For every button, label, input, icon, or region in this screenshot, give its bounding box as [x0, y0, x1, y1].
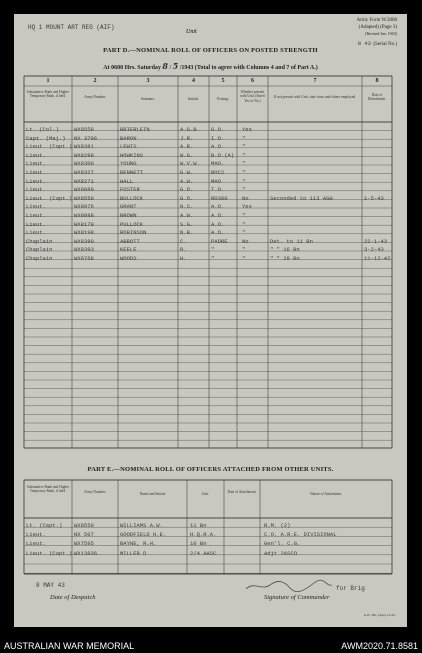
cell-present: "	[242, 160, 246, 168]
cell-number: WX8198	[74, 229, 94, 237]
column-header: Whether present with Unit. (Insert Yes or No.)	[240, 90, 265, 103]
cell-posting: G.O.	[211, 126, 225, 133]
part-d-subtitle: At 0600 Hrs. Saturday 8 / 5 /1943 (Total to agree with Columns 4 and 7 of Part A.)	[103, 61, 318, 71]
form-id-line: (Adapted) (Page 3)	[358, 24, 397, 30]
cell-number: WX8559	[74, 194, 94, 202]
cell-posting: A.O.	[211, 220, 225, 228]
cell-rank: Capt. (Maj.)	[26, 134, 66, 142]
cell-surname: BROWN	[120, 212, 137, 219]
despatch-date-label: Date of Despatch	[50, 594, 96, 601]
column-number: 2	[93, 78, 97, 84]
column-number: 6	[251, 78, 254, 84]
despatch-date-value: 8 MAY 43	[36, 582, 65, 589]
archive-footer-bar	[0, 640, 422, 653]
column-header: If not present with Unit, state from unit/where employed.	[273, 95, 357, 99]
print-reference: A.W. Dir. (Aust.) 3-43	[363, 613, 395, 617]
document-page	[14, 14, 407, 627]
cell-number: WX8327	[74, 169, 94, 176]
cell-rank: Lieut.	[26, 212, 46, 219]
cell-where: " " 16 Bn	[270, 246, 300, 254]
cell-surname: BENNETT	[120, 169, 144, 176]
cell-number: WX8558	[74, 126, 94, 133]
cell-surname: LEWIS	[120, 143, 137, 151]
cell-date: 1-5-43	[364, 194, 384, 202]
cell-rank: Lieut.	[26, 160, 46, 168]
cell-posting: A.O.	[211, 143, 225, 151]
cell-date: 11-12-42	[364, 255, 391, 262]
cell-where: Seconded to 113 AGH	[270, 194, 333, 202]
cell-initials: G.D.	[180, 186, 194, 194]
column-header: Surname.	[141, 97, 155, 101]
cell-rank: Chaplain	[26, 246, 53, 254]
cell-rank: Lieut.	[26, 151, 46, 159]
cell-present: "	[242, 134, 246, 142]
cell-initials: J.R.	[180, 134, 194, 142]
cell-name: BAYNE, R.H.	[120, 540, 157, 548]
part-e-title: PART E.—NOMINAL ROLL OF OFFICERS ATTACHED FROM OTHER UNITS.	[87, 466, 334, 473]
cell-initials: G.O.	[180, 194, 194, 202]
cell-initials: S.G.	[180, 220, 194, 228]
signature-value: for Brig	[336, 585, 365, 592]
cell-rank: Chaplain	[26, 237, 53, 245]
cell-surname: HALL	[120, 177, 134, 185]
cell-present: No	[242, 237, 249, 245]
column-header: Posting.	[217, 97, 229, 101]
cell-rank: Lieut.	[26, 220, 46, 228]
cell-number: NX 507	[74, 531, 94, 539]
cell-posting: I.O.	[211, 134, 225, 142]
cell-present: No	[242, 194, 249, 202]
cell-initials: A.R.	[180, 143, 194, 151]
column-number: 7	[313, 78, 317, 84]
cell-surname: HOWKINS	[120, 151, 144, 159]
cell-initials: N.B.	[180, 229, 194, 237]
cell-rank: Lieut.	[26, 169, 46, 176]
cell-surname: YOUNG	[120, 160, 137, 168]
cell-surname: ABBOTT	[120, 237, 140, 245]
column-header: Substantive Rank and Higher Temporary Rank, if held.	[26, 90, 70, 99]
cell-posting: PADRE	[211, 237, 228, 245]
cell-surname: GRANT	[120, 203, 137, 211]
cell-rank: Chaplain	[26, 255, 53, 262]
subtitle-suffix: (Total to agree with Columns 4 and 7 of Part A.)	[194, 65, 318, 71]
cell-rank: Lieut.	[26, 229, 46, 237]
cell-surname: BARON	[120, 134, 137, 142]
cell-rank: Lieut.	[26, 177, 46, 185]
cell-posting: A.O.	[211, 203, 225, 211]
cell-date: 3-2-43	[364, 246, 384, 254]
cell-where: Det. to 11 Bn	[270, 237, 313, 245]
cell-initials: A.W.	[180, 212, 194, 219]
unit-label: Unit	[186, 29, 197, 35]
cell-unit: 2/4 AASC	[190, 549, 217, 557]
subtitle-month: 5	[172, 61, 179, 71]
cell-initials: W.G.	[180, 151, 194, 159]
cell-posting: BOC2	[211, 169, 225, 176]
cell-surname: WOODS	[120, 255, 137, 262]
cell-posting: MAO.	[211, 160, 225, 168]
cell-number: WX8088	[74, 212, 94, 219]
column-header: Date of Detachment.	[367, 93, 387, 102]
cell-number: WX8076	[74, 203, 94, 211]
cell-initials: C.	[180, 237, 187, 245]
form-id-line: (Revised Jan. 1943)	[365, 31, 397, 36]
cell-present: "	[242, 151, 246, 159]
cell-present: "	[242, 220, 246, 228]
cell-nature: C.O. A.R.E. DIVISIONAL	[264, 531, 337, 539]
form-id-line: Army Form W.3008	[356, 18, 397, 23]
table-row	[14, 530, 407, 539]
cell-rank: Lieut.	[26, 186, 46, 194]
column-header: Unit.	[201, 492, 210, 496]
cell-posting: A.O.	[211, 212, 225, 219]
cell-number: WX8089	[74, 186, 94, 194]
cell-present: "	[242, 212, 246, 219]
cell-surname: ROBINSON	[120, 229, 147, 237]
cell-posting: MAO	[211, 177, 221, 185]
cell-number: WX8299	[74, 151, 94, 159]
cell-nature: Adjt 2ASCO	[264, 549, 298, 557]
cell-number: WX8179	[74, 220, 94, 228]
cell-rank: Lt. (Capt.)	[26, 522, 63, 529]
cell-posting: "	[211, 255, 215, 262]
cell-rank: Lieut.	[26, 203, 46, 211]
cell-initials: H.	[180, 255, 187, 262]
cell-initials: A.G.B.	[180, 126, 200, 133]
column-number: 4	[192, 78, 195, 84]
column-header: Substantive Rank and Higher Temporary Rank, if held.	[26, 485, 70, 494]
cell-number: WX8550	[74, 522, 94, 529]
cell-number: WX8380	[74, 237, 94, 245]
cell-present: "	[242, 169, 246, 176]
cell-name: WILLIAMS A.W.	[120, 522, 163, 529]
cell-rank: Lieut.	[26, 540, 46, 548]
cell-surname: BULLOCK	[120, 194, 144, 202]
cell-number: WX8393	[74, 246, 94, 254]
subtitle-day: 8	[162, 61, 168, 71]
subtitle-year: /1943	[179, 65, 194, 71]
cell-unit: H.Q.R.A.	[190, 531, 217, 539]
cell-name: GOODFIELD H.E.	[120, 531, 167, 539]
cell-rank: Lieut. (Capt.)	[26, 143, 73, 151]
unit-name: HQ 1 MOUNT ART REG (AIF)	[28, 24, 115, 31]
cell-number: WX7595	[74, 540, 94, 548]
cell-posting: "	[211, 246, 215, 254]
serial-value: 8 43	[357, 40, 371, 47]
cell-surname: PULLOCK	[120, 220, 144, 228]
cell-where: " " 28 Bn	[270, 255, 300, 262]
cell-number: WX8768	[74, 255, 94, 262]
cell-present: "	[242, 255, 246, 262]
handwritten-signature	[244, 579, 334, 593]
cell-present: "	[242, 143, 246, 151]
cell-posting: RO300	[211, 194, 228, 202]
cell-rank: Lieut. (Capt.)	[26, 549, 73, 557]
cell-present: "	[242, 177, 246, 185]
cell-number: WX8300	[74, 160, 94, 168]
cell-posting: T.O.	[211, 186, 225, 194]
cell-rank: Lt. (Col.)	[26, 126, 60, 133]
cell-present: Yes	[242, 203, 252, 211]
cell-unit: 11 Bn	[190, 522, 207, 529]
column-header: Name and Initials.	[139, 492, 167, 496]
cell-present: "	[242, 186, 246, 194]
part-d-title: PART D.—NOMINAL ROLL OF OFFICERS ON POSTED STRENGTH	[103, 47, 318, 54]
serial-label: (Serial No.)	[373, 42, 397, 47]
cell-unit: 10 Bn	[190, 540, 207, 548]
cell-date: 22-1-43	[364, 237, 388, 245]
cell-surname: FOSTER	[120, 186, 140, 194]
cell-initials: A.W.	[180, 177, 194, 185]
cell-number: NX 3796	[74, 134, 98, 142]
cell-surname: KEELE	[120, 246, 137, 254]
subtitle-prefix: At 0600 Hrs. Saturday	[103, 65, 161, 71]
column-header: Date of Attachment.	[227, 490, 257, 494]
column-header: Initials.	[188, 97, 199, 101]
cell-initials: R.	[180, 246, 187, 254]
table-row	[14, 521, 407, 530]
signature-label: Signature of Commander	[264, 594, 330, 601]
cell-present: Yes	[242, 126, 252, 133]
cell-present: "	[242, 246, 246, 254]
cell-rank: Lieut.	[26, 531, 46, 539]
cell-nature: R.M. (2)	[264, 522, 291, 529]
column-number: 8	[375, 78, 379, 84]
column-header: Army Number.	[84, 95, 106, 99]
cell-number: WX8271	[74, 177, 94, 185]
cell-present: "	[242, 229, 246, 237]
cell-surname: BRIERLEIN	[120, 126, 150, 133]
archive-name: AUSTRALIAN WAR MEMORIAL	[4, 641, 135, 651]
column-header: Nature of Attachment.	[309, 492, 343, 496]
archive-reference: AWM2020.71.8581	[341, 641, 418, 651]
column-header: Army Number.	[84, 490, 106, 494]
column-number: 1	[46, 78, 50, 84]
column-number: 3	[146, 78, 150, 84]
cell-number: WX8381	[74, 143, 94, 151]
cell-initials: N.S.	[180, 203, 194, 211]
column-number: 5	[221, 78, 225, 84]
cell-posting: A.O.	[211, 229, 225, 237]
cell-nature: Gen'l. C.G.	[264, 540, 301, 548]
cell-initials: G.W.	[180, 169, 194, 176]
cell-initials: W.V.W.	[180, 160, 200, 168]
table-row	[14, 539, 407, 548]
cell-rank: Lieut. (Capt.)	[26, 194, 73, 202]
cell-number: WX13836	[74, 549, 98, 557]
table-row	[14, 254, 407, 263]
cell-name: MILLER D	[120, 549, 147, 557]
table-row	[14, 549, 407, 558]
cell-posting: B.O.(A)	[211, 151, 235, 159]
